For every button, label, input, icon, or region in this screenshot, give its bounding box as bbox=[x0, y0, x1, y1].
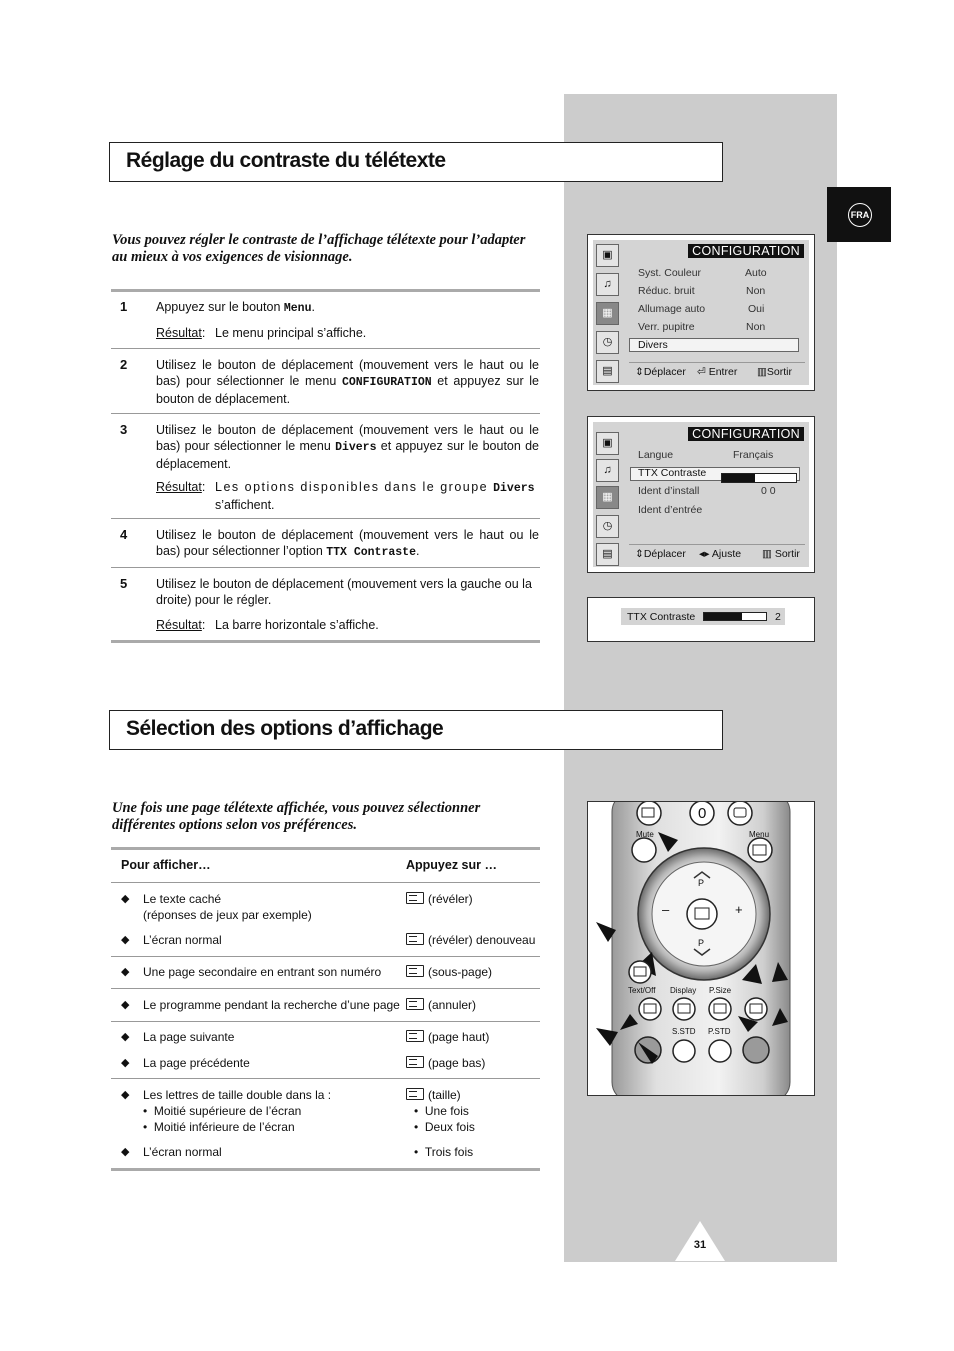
digit-zero-label: 0 bbox=[698, 805, 707, 822]
step-number: 1 bbox=[120, 299, 128, 314]
bullet-icon: ◆ bbox=[121, 1146, 130, 1158]
divider bbox=[111, 567, 540, 568]
step-number: 4 bbox=[120, 527, 128, 542]
option-text: L’écran normal bbox=[143, 933, 222, 947]
osd-row-label: Allumage auto bbox=[638, 303, 706, 315]
option-text: Une page secondaire en entrant son numéro bbox=[143, 965, 382, 979]
clock-icon: ◷ bbox=[596, 331, 619, 354]
program-up-label: P bbox=[698, 878, 705, 888]
setup-icon: ▦ bbox=[596, 302, 619, 325]
section-title: Sélection des options d’affichage bbox=[126, 717, 444, 740]
step-result: Résultat: La barre horizontale s’affiche. bbox=[156, 618, 379, 632]
divider bbox=[111, 348, 540, 349]
section-intro: Une fois une page télétexte affichée, vous pouvez sélectionner différentes options selon vos préférences. bbox=[112, 800, 481, 833]
bullet-icon: ◆ bbox=[121, 934, 130, 946]
osd-row-value: Auto bbox=[745, 267, 767, 279]
osd-configuration-main bbox=[587, 234, 815, 391]
bullet-icon: ◆ bbox=[121, 1031, 130, 1043]
channel-icon: ▤ bbox=[596, 543, 619, 566]
option-key: (révéler) bbox=[406, 891, 473, 907]
divider bbox=[111, 289, 540, 292]
divider bbox=[111, 988, 540, 989]
osd-row-value: Non bbox=[746, 285, 766, 297]
osd-header: CONFIGURATION bbox=[688, 244, 804, 258]
step-text: Utilisez le bouton de déplacement (mouvement vers le haut ou le bas) pour sélectionner le menu CONFIGURATION et appuyez sur le bouton de déplacement. bbox=[156, 358, 539, 406]
bullet-icon: ◆ bbox=[121, 893, 130, 905]
osd-row-value: Français bbox=[733, 449, 774, 461]
osd-row-label: Réduc. bruit bbox=[638, 285, 695, 297]
column-header: Pour afficher… bbox=[121, 858, 211, 872]
section-title-box bbox=[109, 142, 723, 182]
language-badge bbox=[827, 187, 891, 242]
divider bbox=[111, 413, 540, 414]
divider bbox=[111, 640, 540, 643]
bullet-icon: ◆ bbox=[121, 999, 130, 1011]
option-text: L’écran normal bbox=[143, 1145, 222, 1159]
option-text: La page suivante bbox=[143, 1030, 235, 1044]
cancel-icon bbox=[406, 998, 424, 1010]
step-text: Utilisez le bouton de déplacement (mouvement vers le haut ou le bas) pour sélectionner le menu Divers et appuyez sur le bouton de déplacement. bbox=[156, 423, 539, 471]
bullet-icon: ◆ bbox=[121, 1057, 130, 1069]
option-text: Les lettres de taille double dans la : bbox=[143, 1088, 332, 1102]
setup-icon: ▦ bbox=[596, 486, 619, 509]
sstd-label: S.STD bbox=[672, 1027, 696, 1036]
osd-row-value: Oui bbox=[748, 303, 765, 315]
option-key: (annuler) bbox=[406, 997, 476, 1013]
option-subkey: • Une fois bbox=[414, 1104, 469, 1118]
volume-up-label: + bbox=[735, 902, 743, 917]
osd-bar-label: TTX Contraste bbox=[627, 611, 696, 623]
page-up-icon bbox=[406, 1030, 424, 1042]
contrast-bar bbox=[721, 469, 797, 487]
divider bbox=[111, 1021, 540, 1022]
reveal-icon bbox=[406, 892, 424, 904]
step-text: Appuyez sur le bouton Menu. bbox=[156, 300, 315, 315]
option-text: Le programme pendant la recherche d’une page bbox=[143, 998, 400, 1012]
section-title-box bbox=[109, 710, 723, 750]
option-key: (révéler) denouveau bbox=[406, 932, 535, 948]
step-text: Utilisez le bouton de déplacement (mouvement vers la gauche ou la droite) pour le régler. bbox=[156, 577, 532, 607]
osd-row-label: Ident d’entrée bbox=[638, 504, 703, 516]
divider bbox=[111, 847, 540, 850]
option-subitem: • Moitié supérieure de l’écran bbox=[143, 1104, 302, 1118]
program-down-label: P bbox=[698, 938, 705, 948]
size-icon bbox=[406, 1088, 424, 1100]
section-title: Réglage du contraste du télétexte bbox=[126, 149, 446, 172]
osd-row-label: Langue bbox=[638, 449, 674, 461]
lang-label: FRA bbox=[848, 203, 872, 227]
osd-bar-value: 2 bbox=[775, 611, 781, 623]
clock-icon: ◷ bbox=[596, 515, 619, 538]
sound-icon: ♫ bbox=[596, 273, 619, 296]
picture-icon: ▣ bbox=[596, 244, 619, 267]
remote-drawing bbox=[588, 802, 814, 1095]
step-number: 3 bbox=[120, 422, 128, 437]
psize-label: P.Size bbox=[709, 986, 732, 995]
step-result: Résultat: Les options disponibles dans le groupe Divers s’affichent. bbox=[156, 480, 535, 512]
remote-control-illustration bbox=[587, 801, 815, 1096]
page-down-icon bbox=[406, 1056, 424, 1068]
volume-down-label: – bbox=[662, 902, 670, 917]
option-subitem: • Moitié inférieure de l’écran bbox=[143, 1120, 295, 1134]
osd-row-value: 0 0 bbox=[761, 485, 776, 497]
option-text: Le texte caché bbox=[143, 892, 222, 906]
option-text: La page précédente bbox=[143, 1056, 250, 1070]
option-key: (page haut) bbox=[406, 1029, 489, 1045]
option-key: (sous-page) bbox=[406, 964, 492, 980]
option-key: • Trois fois bbox=[414, 1145, 474, 1159]
sound-icon: ♫ bbox=[596, 459, 619, 482]
column-header: Appuyez sur … bbox=[406, 858, 497, 872]
osd-contrast-bar bbox=[587, 597, 815, 642]
menu-label: Menu bbox=[749, 830, 770, 839]
osd-row-label: Verr. pupitre bbox=[638, 321, 695, 333]
osd-header: CONFIGURATION bbox=[688, 427, 804, 441]
display-label: Display bbox=[670, 986, 697, 995]
picture-icon: ▣ bbox=[596, 432, 619, 455]
step-text: Utilisez le bouton de déplacement (mouvement vers le haut ou le bas) pour sélectionner l’option TTX Contraste. bbox=[156, 528, 539, 559]
option-key: (page bas) bbox=[406, 1055, 485, 1071]
divider bbox=[111, 956, 540, 957]
divider bbox=[111, 518, 540, 519]
divider bbox=[111, 1078, 540, 1079]
osd-configuration-divers bbox=[587, 416, 815, 573]
pstd-label: P.STD bbox=[708, 1027, 731, 1036]
osd-row-label: Ident d’install bbox=[638, 485, 700, 497]
step-number: 5 bbox=[120, 576, 128, 591]
page-number: 31 bbox=[693, 1239, 707, 1251]
osd-footer: ⇕Déplacer ⏎ Entrer ▥Sortir bbox=[629, 362, 805, 378]
osd-row-label: Syst. Couleur bbox=[638, 267, 702, 279]
section-intro: Vous pouvez régler le contraste de l’affichage télétexte pour l’adapter au mieux à vos exigences de visionnage. bbox=[112, 232, 526, 265]
osd-row-value: Non bbox=[746, 321, 766, 333]
contrast-level-bar bbox=[703, 612, 767, 621]
sub-page-icon bbox=[406, 965, 424, 977]
option-subkey: • Deux fois bbox=[414, 1120, 475, 1134]
divider bbox=[111, 1168, 540, 1171]
divider bbox=[111, 882, 540, 883]
text-off-label: Text/Off bbox=[628, 986, 656, 995]
mute-label: Mute bbox=[636, 830, 654, 839]
osd-footer: ⇕Déplacer ◂▸ Ajuste ▥ Sortir bbox=[629, 544, 805, 560]
option-key: (taille) bbox=[406, 1087, 461, 1103]
option-subtext: (réponses de jeux par exemple) bbox=[143, 908, 312, 922]
step-result: Résultat: Le menu principal s’affiche. bbox=[156, 326, 367, 340]
step-number: 2 bbox=[120, 357, 128, 372]
reveal-icon bbox=[406, 933, 424, 945]
bullet-icon: ◆ bbox=[121, 966, 130, 978]
osd-row-label: TTX Contraste bbox=[638, 467, 707, 479]
bullet-icon: ◆ bbox=[121, 1089, 130, 1101]
channel-icon: ▤ bbox=[596, 360, 619, 383]
osd-selected-label: Divers bbox=[638, 339, 668, 351]
